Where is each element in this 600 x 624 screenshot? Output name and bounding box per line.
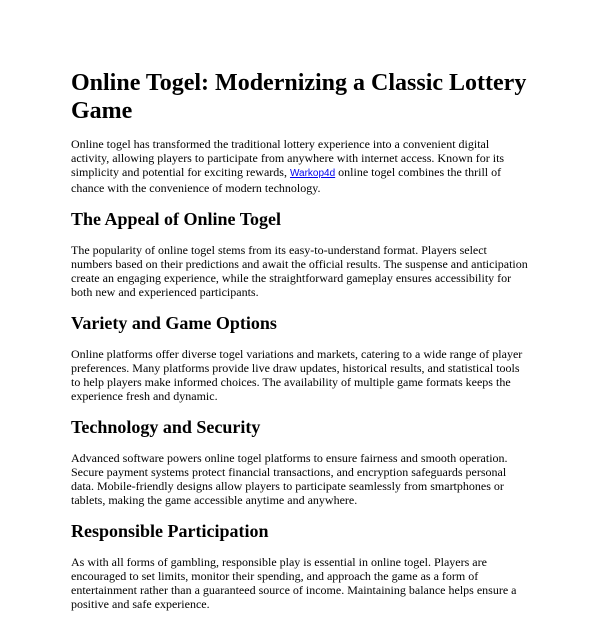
intro-text-after-link: online togel combines the thrill of chance with the convenience of modern technology. (71, 165, 502, 195)
document-page (71, 69, 529, 624)
intro-paragraph (71, 137, 529, 195)
section-body-technology: Advanced software powers online togel platforms to ensure fairness and smooth operation. Secure payment systems protect financial transactions, and encryption safeguards personal data. Mobile-friendly designs allow players to participate seamlessly from smartphones or tablets, making the game accessible anytime and anywhere. (71, 451, 508, 507)
section-heading-appeal: The Appeal of Online Togel (71, 209, 282, 229)
section-body-responsible: As with all forms of gambling, responsible play is essential in online togel. Players are encouraged to set limits, monitor their spending, and approach the game as a form of entertainment rather than a guaranteed source of income. Maintaining balance helps ensure a positive and safe experience. (71, 555, 517, 611)
section-heading-technology: Technology and Security (71, 417, 261, 437)
section-heading-responsible: Responsible Participation (71, 521, 269, 541)
page-title: Online Togel: Modernizing a Classic Lottery Game (71, 70, 527, 124)
section-heading-variety: Variety and Game Options (71, 313, 277, 333)
section-body-variety: Online platforms offer diverse togel variations and markets, catering to a wide range of player preferences. Many platforms provide live draw updates, historical results, and statistical tools to help players make informed choices. The availability of multiple game formats keeps the experience fresh and dynamic. (71, 347, 523, 403)
warkop4d-link[interactable]: Warkop4d (289, 168, 336, 179)
section-body-appeal: The popularity of online togel stems from its easy-to-understand format. Players select numbers based on their predictions and await the official results. The suspense and anticipation create an engaging experience, while the straightforward gameplay ensures accessibility for both new and experienced participants. (71, 243, 528, 299)
intro-text-before-link: Online togel has transformed the traditional lottery experience into a convenient digital activity, allowing players to participate from anywhere with internet access. Known for its simplicity and potential for exciting rewards, (71, 137, 505, 179)
